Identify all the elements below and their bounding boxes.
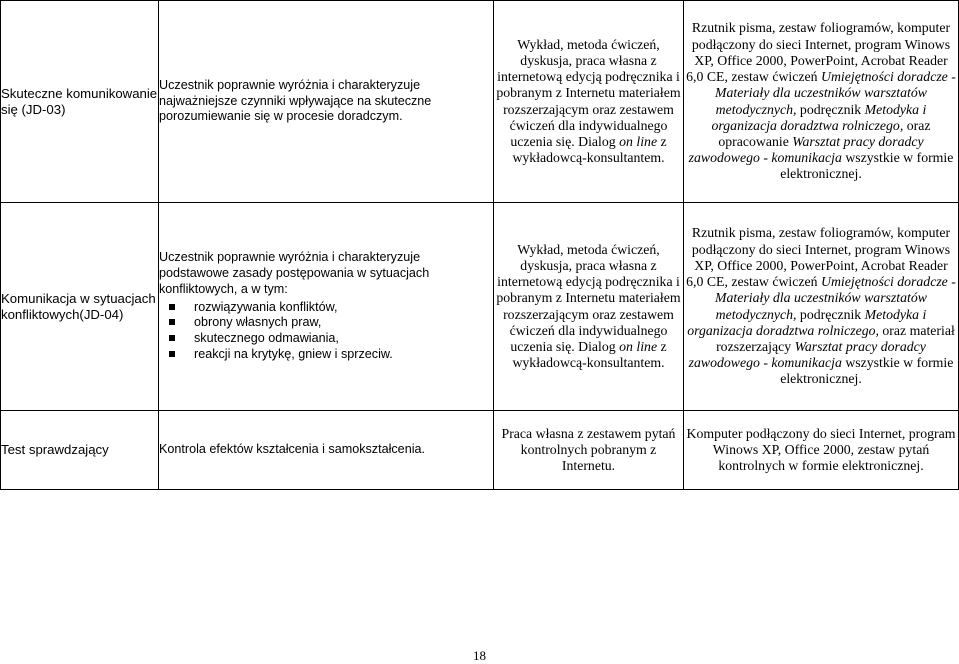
- outcome-cell: Kontrola efektów kształcenia i samokształcenia.: [159, 411, 494, 490]
- method-cell: [494, 1, 684, 203]
- method-text-end: z wykładowcą-konsultantem.: [512, 338, 667, 371]
- means-cell: [684, 203, 959, 411]
- topic-cell: Skuteczne komunikowanie się (JD-03): [1, 1, 159, 203]
- topic-cell: Komunikacja w sytuacjach konfliktowych(JD-04): [1, 203, 159, 411]
- means-italic: Metodyka i organizacja doradztwa rolniczego,: [711, 101, 927, 133]
- means-italic: Metodyka i organizacja doradztwa rolniczego,: [687, 306, 927, 338]
- method-italic: on line: [619, 338, 658, 354]
- square-bullet-icon: [169, 319, 175, 325]
- outcome-cell: Uczestnik poprawnie wyróżnia i charakteryzuje najważniejsze czynniki wpływające na skuteczne porozumiewanie się w procesie doradczym.: [159, 1, 494, 203]
- means-text: wszystkie w formie elektronicznej.: [780, 150, 954, 182]
- method-text: Wykład, metoda ćwiczeń, dyskusja, praca własna z internetową edycją podręcznika i pobranym z Internetu materiałem rozszerzającym oraz zestawem ćwiczeń dla indywidualnego uczenia się. Dialog: [496, 36, 681, 149]
- means-italic: Umiejętności doradcze - Materiały dla uczestników warsztatów metodycznych,: [715, 274, 956, 322]
- table-row: [1, 411, 959, 490]
- square-bullet-icon: [169, 351, 175, 357]
- square-bullet-icon: [169, 304, 175, 310]
- outcome-cell: [159, 203, 494, 411]
- means-text: oraz opracowanie: [718, 117, 931, 149]
- means-cell: [684, 1, 959, 203]
- means-italic: Umiejętności doradcze - Materiały dla uczestników warsztatów metodycznych,: [715, 69, 956, 117]
- method-cell: [494, 203, 684, 411]
- means-text: oraz materiał rozszerzający: [716, 322, 955, 354]
- means-text: wszystkie w formie elektronicznej.: [780, 355, 954, 387]
- square-bullet-icon: [169, 335, 175, 341]
- page-number: 18: [473, 648, 486, 663]
- list-item: skutecznego odmawiania,: [169, 331, 493, 347]
- topic-cell: Test sprawdzający: [1, 411, 159, 490]
- method-italic: on line: [619, 133, 658, 149]
- list-item: reakcji na krytykę, gniew i sprzeciw.: [169, 347, 493, 363]
- method-text-end: z wykładowcą-konsultantem.: [512, 133, 667, 166]
- means-text: podręcznik: [796, 306, 865, 322]
- method-cell: Praca własna z zestawem pytań kontrolnych pobranym z Internetu.: [494, 411, 684, 490]
- outcome-text: Uczestnik poprawnie wyróżnia i charakteryzuje podstawowe zasady postępowania w sytuacjach konfliktowych, a w tym:: [159, 250, 430, 296]
- means-italic: Warsztat pracy doradcy zawodowego - komunikacja: [688, 338, 926, 371]
- means-text: Rzutnik pisma, zestaw foliogramów, komputer podłączony do sieci Internet, program Winows XP, Office 2000, PowerPoint, Acrobat Reader 6,0 CE, zestaw ćwiczeń: [686, 20, 951, 85]
- means-cell: Komputer podłączony do sieci Internet, program Winows XP, Office 2000, zestaw pytań kontrolnych w formie elektronicznej.: [684, 411, 959, 490]
- means-italic: Warsztat pracy doradcy zawodowego - komunikacja: [688, 133, 924, 166]
- bullet-list: [159, 300, 493, 363]
- table-row: [1, 203, 959, 411]
- method-text: Wykład, metoda ćwiczeń, dyskusja, praca własna z internetową edycją podręcznika i pobranym z Internetu materiałem rozszerzającym oraz zestawem ćwiczeń dla indywidualnego uczenia się. Dialog: [496, 241, 681, 354]
- table-row: [1, 1, 959, 203]
- means-text: Rzutnik pisma, zestaw foliogramów, komputer podłączony do sieci Internet, program Winows XP, Office 2000, PowerPoint, Acrobat Reader 6,0 CE, zestaw ćwiczeń: [686, 225, 951, 290]
- list-item: rozwiązywania konfliktów,: [169, 300, 493, 316]
- list-item: obrony własnych praw,: [169, 315, 493, 331]
- means-text: podręcznik: [796, 101, 865, 117]
